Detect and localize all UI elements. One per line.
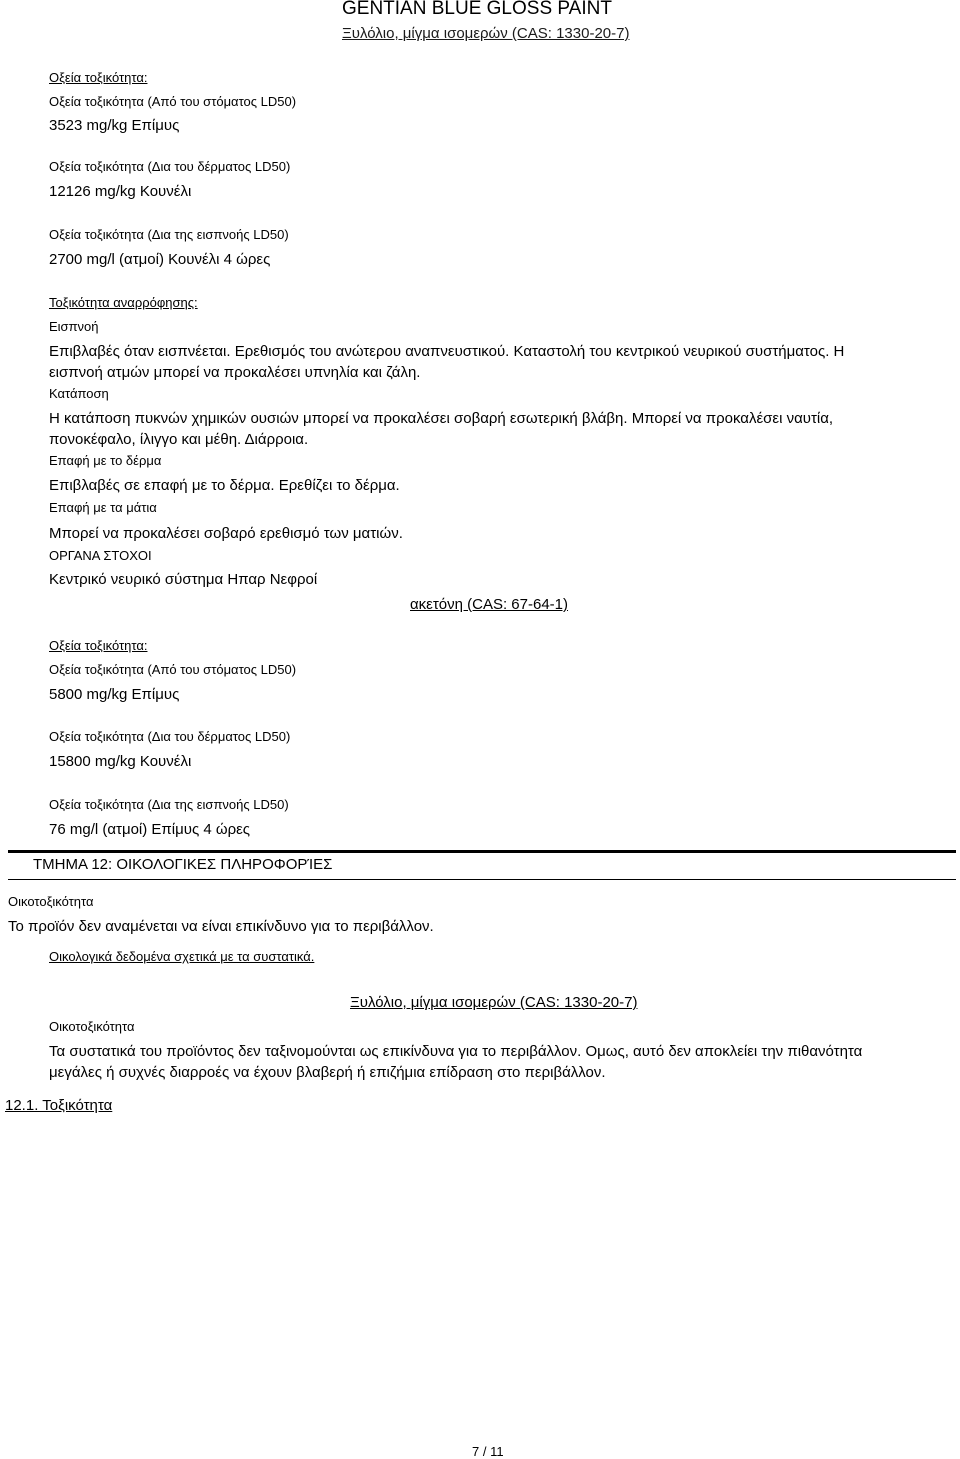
document-title: GENTIAN BLUE GLOSS PAINT — [342, 0, 612, 19]
acetone-inhal-value: 76 mg/l (ατμοί) Επίμυς 4 ώρες — [49, 821, 251, 838]
acetone-dermal-value: 15800 mg/kg Κουνέλι — [49, 753, 192, 770]
eco-xylene-text-2: μεγάλες ή συχνές διαρροές να έχουν βλαβερή ή επιζήμια επίδραση στο περιβάλλον. — [49, 1064, 606, 1081]
eco-xylene-text-1: Τα συστατικά του προϊόντος δεν ταξινομούνται ως επικίνδυνα για το περιβάλλον. Ομως, αυτό δεν αποκλείει την πιθανότητα — [49, 1043, 863, 1060]
dermal-ld50-label: Οξεία τοξικότητα (Δια του δέρματος LD50) — [49, 159, 291, 174]
acetone-oral-value: 5800 mg/kg Επίμυς — [49, 686, 180, 703]
acetone-acute-heading: Οξεία τοξικότητα: — [49, 638, 148, 653]
inhalation-ld50-value: 2700 mg/l (ατμοί) Κουνέλι 4 ώρες — [49, 251, 271, 268]
eco-xylene-title: Ξυλόλιο, μίγμα ισομερών (CAS: 1330-20-7) — [350, 994, 638, 1011]
toxicity-subheading: 12.1. Τοξικότητα — [5, 1097, 113, 1114]
eco-xylene-ecotox-label: Οικοτοξικότητα — [49, 1019, 135, 1034]
acetone-oral-label: Οξεία τοξικότητα (Από του στόματος LD50) — [49, 662, 297, 677]
skin-contact-text: Επιβλαβές σε επαφή με το δέρμα. Ερεθίζει το δέρμα. — [49, 477, 400, 494]
target-organs-label: ΟΡΓΑΝΑ ΣΤΟΧΟΙ — [49, 548, 152, 563]
inhalation-text-1: Επιβλαβές όταν εισπνέεται. Ερεθισμός του ανώτερου αναπνευστικού. Καταστολή του κεντρικού νευρικού συστήματος. Η — [49, 343, 845, 360]
inhalation-ld50-label: Οξεία τοξικότητα (Δια της εισπνοής LD50) — [49, 227, 289, 242]
section-12-title: ΤΜΗΜΑ 12: ΟΙΚΟΛΟΓΙΚΕΣ ΠΛΗΡΟΦΟΡΊΕΣ — [33, 856, 333, 873]
eco-data-heading: Οικολογικά δεδομένα σχετικά με τα συστατικά. — [49, 949, 315, 964]
page-number: 7 / 11 — [472, 1444, 504, 1459]
target-organs-text: Κεντρικό νευρικό σύστημα Ηπαρ Νεφροί — [49, 571, 318, 588]
oral-ld50-value: 3523 mg/kg Επίμυς — [49, 117, 180, 134]
section-12-header — [8, 850, 956, 880]
ingestion-text-2: πονοκέφαλο, ίλιγγο και μέθη. Διάρροια. — [49, 431, 309, 448]
ecotoxicity-text: Το προϊόν δεν αναμένεται να είναι επικίνδυνο για το περιβάλλον. — [8, 918, 434, 935]
acute-toxicity-heading: Οξεία τοξικότητα: — [49, 70, 148, 85]
ecotoxicity-label: Οικοτοξικότητα — [8, 894, 94, 909]
dermal-ld50-value: 12126 mg/kg Κουνέλι — [49, 183, 192, 200]
ingestion-text-1: Η κατάποση πυκνών χημικών ουσιών μπορεί να προκαλέσει σοβαρή εσωτερική βλάβη. Μπορεί να προκαλέσει ναυτία, — [49, 410, 834, 427]
inhalation-text-2: εισπνοή ατμών μπορεί να προκαλέσει υπνηλία και ζάλη. — [49, 364, 421, 381]
oral-ld50-label: Οξεία τοξικότητα (Από του στόματος LD50) — [49, 94, 297, 109]
acetone-title: ακετόνη (CAS: 67-64-1) — [410, 596, 569, 613]
eye-contact-label: Επαφή με τα μάτια — [49, 500, 157, 515]
aspiration-toxicity-heading: Τοξικότητα αναρρόφησης: — [49, 295, 198, 310]
acetone-dermal-label: Οξεία τοξικότητα (Δια του δέρματος LD50) — [49, 729, 291, 744]
eye-contact-text: Μπορεί να προκαλέσει σοβαρό ερεθισμό των ματιών. — [49, 525, 403, 542]
skin-contact-label: Επαφή με το δέρμα — [49, 453, 162, 468]
ingestion-label: Κατάποση — [49, 386, 109, 401]
acetone-inhal-label: Οξεία τοξικότητα (Δια της εισπνοής LD50) — [49, 797, 289, 812]
inhalation-label: Εισπνοή — [49, 319, 99, 334]
document-subtitle: Ξυλόλιο, μίγμα ισομερών (CAS: 1330-20-7) — [342, 25, 630, 42]
